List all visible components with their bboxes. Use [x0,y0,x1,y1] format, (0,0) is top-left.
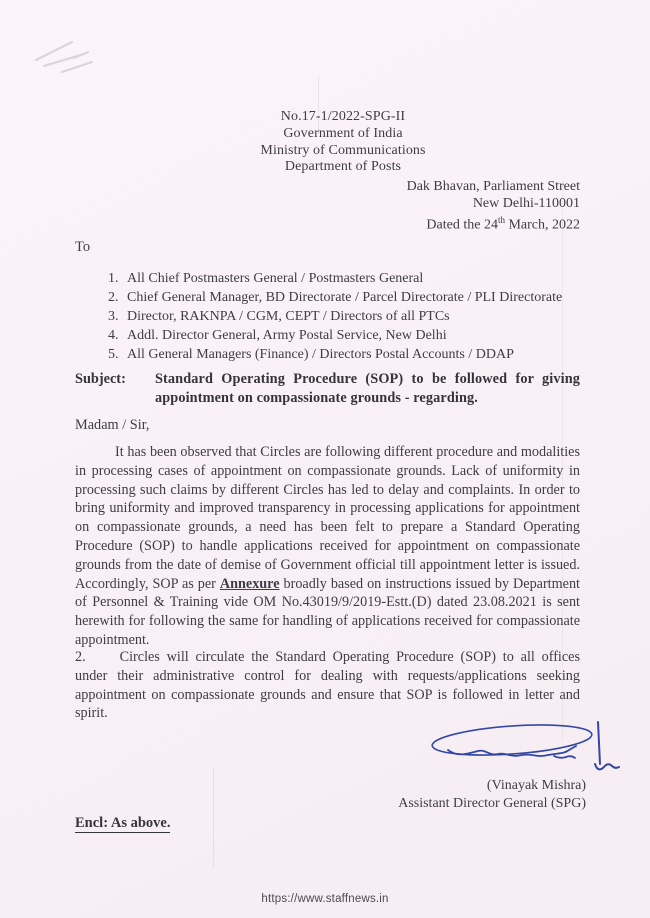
paragraph-text: It has been observed that Circles are following different procedure and modalities in processing cases of appointment on compassionate grounds. Lack of uniformity in processing such claims by different Circles has led to delay and complaints. In order to bring uniformity and improved transparency in processing applications for appointment on compassionate grounds, a need has been felt to prepare a Standard Operating Procedure (SOP) to handle applications received for appointment on compassionate grounds from the date of demise of Government official till appointment letter is issued. Accordingly, SOP as per [75,444,580,592]
org-line: Government of India [283,125,403,141]
org-line: Ministry of Communications [260,142,426,158]
subject-row [75,370,580,408]
date-text: Dated the 24 [426,217,498,233]
body-paragraph-2 [75,648,580,723]
paragraph-text: Circles will circulate the Standard Operating Procedure (SOP) to all offices under their administrative control for dealing with requests/applications seeking appointment on compassionate grounds and ensure that SOP is followed in letter and spirit. [75,649,580,722]
date-ordinal-suffix: th [497,215,505,225]
to-label: To [75,239,91,255]
handwritten-signature [428,720,620,784]
address-line: Dak Bhavan, Parliament Street [406,179,580,194]
date-line [407,212,580,234]
subject-label: Subject: [75,371,126,387]
org-line: Department of Posts [284,159,402,175]
address-date-block [407,178,580,234]
recipient-item: 5. All General Managers (Finance) / Directors Postal Accounts / DDAP [122,345,602,364]
recipient-item: 3. Director, RAKNPA / CGM, CEPT / Directors of all PTCs [122,307,602,326]
source-watermark-url: https://www.staffnews.in [261,893,389,905]
fold-crease [213,768,214,868]
letter-header [18,109,650,176]
reference-number: No.17-1/2022-SPG-II [280,109,406,124]
paragraph-text: broadly based on instructions issued by Department of Personnel & Training vide OM No.43019/9/2019-Estt.(D) dated 23.08.2021 is sent herewith for following the same for handling of applications received for compassionate appointment. [75,575,580,648]
signatory-title: Assistant Director General (SPG) [398,795,586,811]
address-line: New Delhi-110001 [472,196,580,211]
enclosure-text: Encl: As above. [75,815,171,831]
date-text: March, 2022 [504,217,580,233]
annexure-reference: Annexure [219,575,280,592]
subject-text: Standard Operating Procedure (SOP) to be followed for giving appointment on compassionate grounds - regarding. [155,371,580,406]
pencil-scribble-mark [14,14,144,104]
body-paragraph-1 [75,443,580,650]
paragraph-number: 2. [75,649,86,665]
salutation: Madam / Sir, [75,417,150,433]
recipient-item: 4. Addl. Director General, Army Postal Service, New Delhi [122,326,602,345]
signatory-name: (Vinayak Mishra) [486,778,586,793]
recipient-item: 1. All Chief Postmasters General / Postmasters General [122,269,602,288]
recipient-list [122,269,602,364]
recipient-item: 2. Chief General Manager, BD Directorate / Parcel Directorate / PLI Directorate [122,288,602,307]
signatory-block [398,777,586,812]
enclosure-note [75,815,170,832]
